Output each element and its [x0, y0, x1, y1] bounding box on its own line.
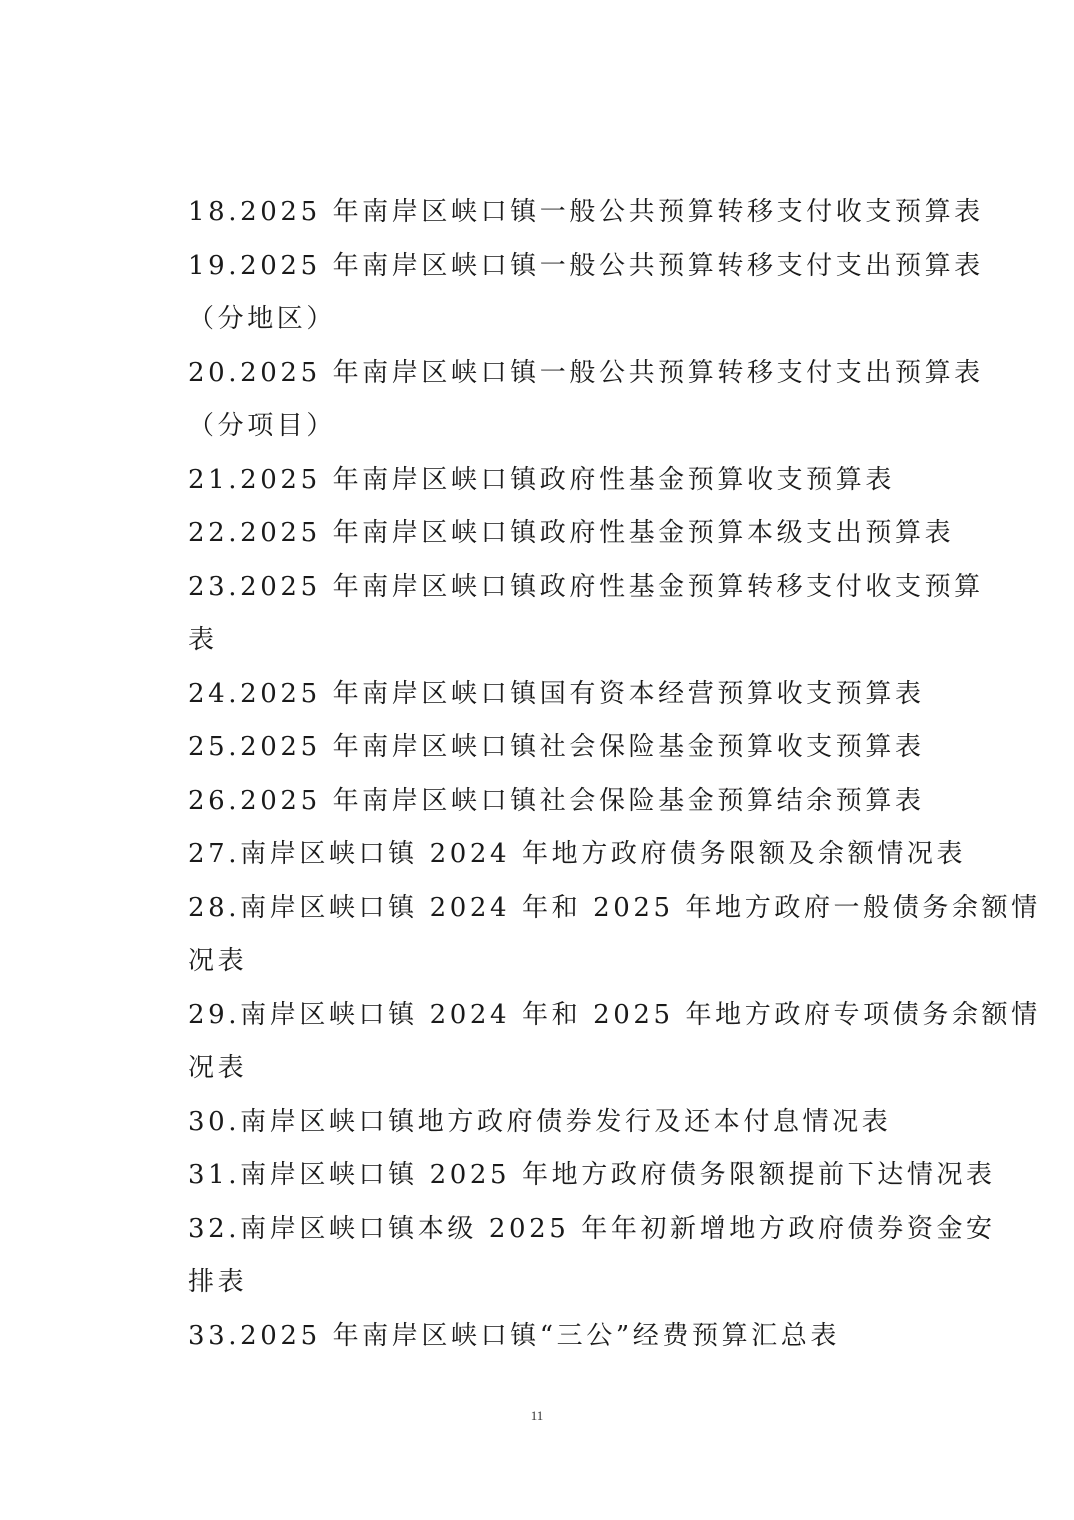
page-number: 11: [530, 1408, 544, 1423]
toc-line: 28.南岸区峡口镇 2024 年和 2025 年地方政府一般债务余额情: [188, 892, 1041, 923]
toc-line: 况表: [188, 946, 248, 976]
toc-line: 排表: [188, 1267, 248, 1297]
toc-line: 22.2025 年南岸区峡口镇政府性基金预算本级支出预算表: [188, 518, 955, 548]
toc-line: 23.2025 年南岸区峡口镇政府性基金预算转移支付收支预算: [188, 571, 984, 602]
toc-line: 30.南岸区峡口镇地方政府债券发行及还本付息情况表: [188, 1106, 892, 1137]
toc-line: 33.2025 年南岸区峡口镇“三公”经费预算汇总表: [188, 1320, 840, 1351]
toc-line: （分项目）: [188, 411, 337, 441]
toc-line: （分地区）: [188, 304, 337, 334]
toc-line: 20.2025 年南岸区峡口镇一般公共预算转移支付支出预算表: [188, 357, 984, 388]
toc-line: 况表: [188, 1053, 248, 1083]
toc-line: 18.2025 年南岸区峡口镇一般公共预算转移支付收支预算表: [188, 197, 984, 227]
toc-line: 24.2025 年南岸区峡口镇国有资本经营预算收支预算表: [188, 678, 925, 709]
toc-line: 25.2025 年南岸区峡口镇社会保险基金预算收支预算表: [188, 732, 925, 762]
toc-line: 31.南岸区峡口镇 2025 年地方政府债务限额提前下达情况表: [188, 1160, 996, 1190]
toc-line: 26.2025 年南岸区峡口镇社会保险基金预算结余预算表: [188, 785, 925, 816]
toc-line: 29.南岸区峡口镇 2024 年和 2025 年地方政府专项债务余额情: [188, 999, 1041, 1030]
toc-line: 21.2025 年南岸区峡口镇政府性基金预算收支预算表: [188, 464, 895, 495]
toc-line: 27.南岸区峡口镇 2024 年地方政府债务限额及余额情况表: [188, 839, 967, 869]
toc-line: 表: [188, 625, 218, 655]
table-of-contents: [188, 186, 1041, 1363]
toc-line: 19.2025 年南岸区峡口镇一般公共预算转移支付支出预算表: [188, 250, 984, 281]
toc-line: 32.南岸区峡口镇本级 2025 年年初新增地方政府债券资金安: [188, 1213, 996, 1244]
